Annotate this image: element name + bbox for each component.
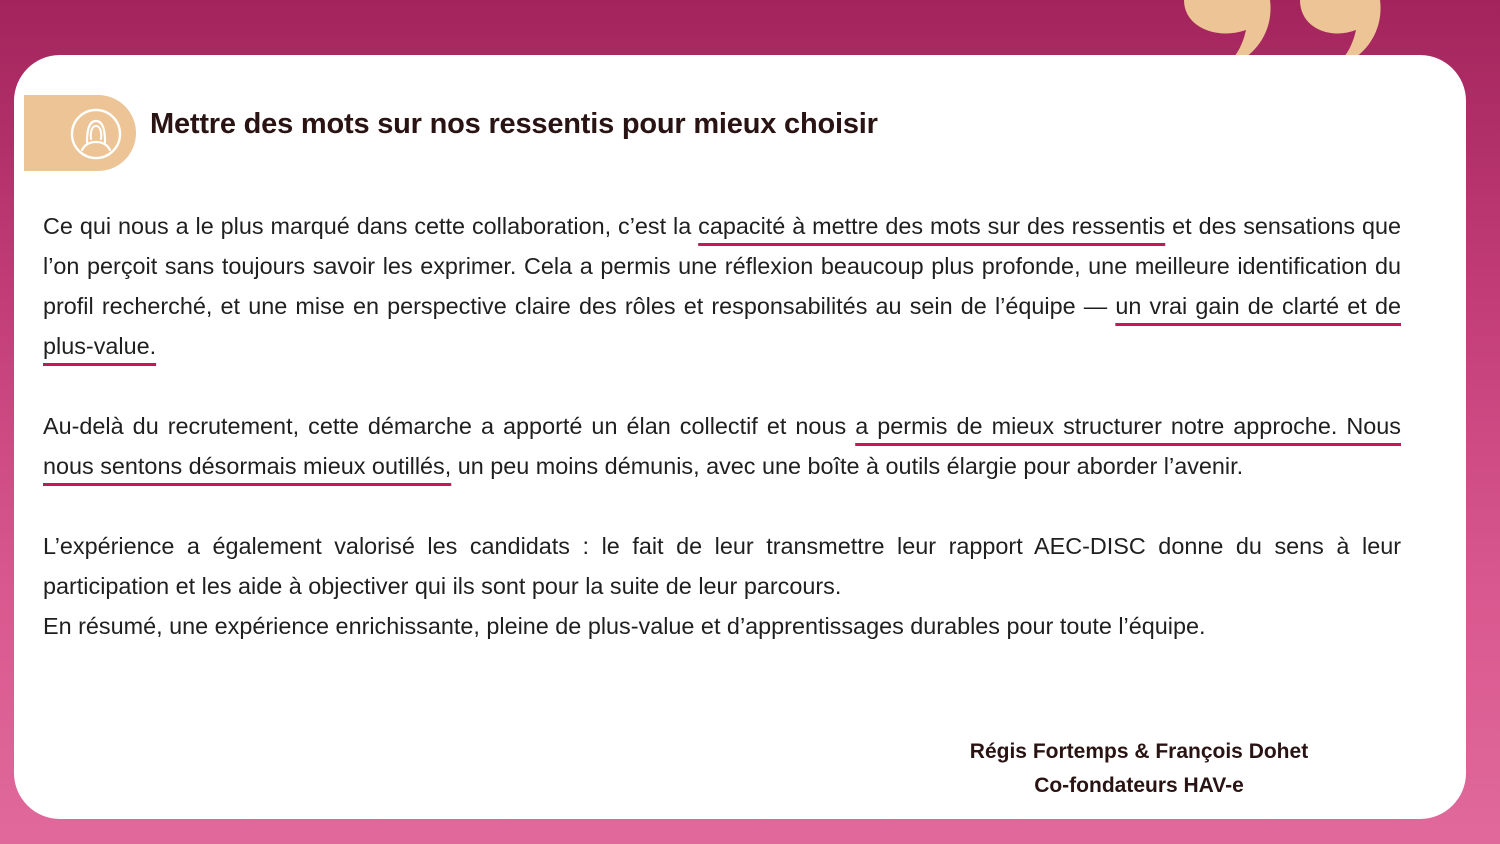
signature-role: Co-fondateurs HAV-e — [1034, 774, 1244, 797]
person-icon — [70, 108, 122, 160]
text-segment: Ce qui nous a le plus marqué dans cette collaboration, c’est la — [43, 213, 699, 239]
heading-tab — [24, 95, 136, 171]
paragraph-2 — [43, 406, 1401, 486]
text-segment: un peu moins démunis, avec une boîte à outils élargie pour aborder l’avenir. — [451, 453, 1244, 479]
paragraph-3: L’expérience a également valorisé les candidats : le fait de leur transmettre leur rapport AEC-DISC donne du sens à leur participation et les aide à objectiver qui ils sont pour la suite de leur parcours. — [43, 533, 1401, 599]
text-segment: et des sensations que l’on perçoit sans toujours savoir les exprimer. Cela a permis une réflexion beaucoup plus profonde, une meilleure identification du profil recherché, et une mise en perspective claire des rôles et responsabilités au sein de l’équipe — — [43, 213, 1401, 319]
signature — [894, 735, 1384, 803]
paragraph-4: En résumé, une expérience enrichissante, pleine de plus-value et d’apprentissages durables pour toute l’équipe. — [43, 613, 1206, 639]
testimonial-card — [14, 55, 1466, 819]
highlighted-phrase: un vrai gain de clarté et de plus-value. — [43, 293, 1401, 359]
paragraph-1 — [43, 206, 1401, 366]
highlighted-phrase: a permis de mieux structurer notre approche. Nous nous sentons désormais mieux outillés, — [43, 413, 1401, 479]
testimonial-body — [43, 206, 1401, 646]
highlighted-phrase: capacité à mettre des mots sur des ressentis — [698, 213, 1166, 239]
page-title: Mettre des mots sur nos ressentis pour mieux choisir — [150, 108, 878, 140]
signature-names: Régis Fortemps & François Dohet — [969, 740, 1309, 763]
text-segment: Au-delà du recrutement, cette démarche a apporté un élan collectif et nous — [43, 413, 856, 439]
